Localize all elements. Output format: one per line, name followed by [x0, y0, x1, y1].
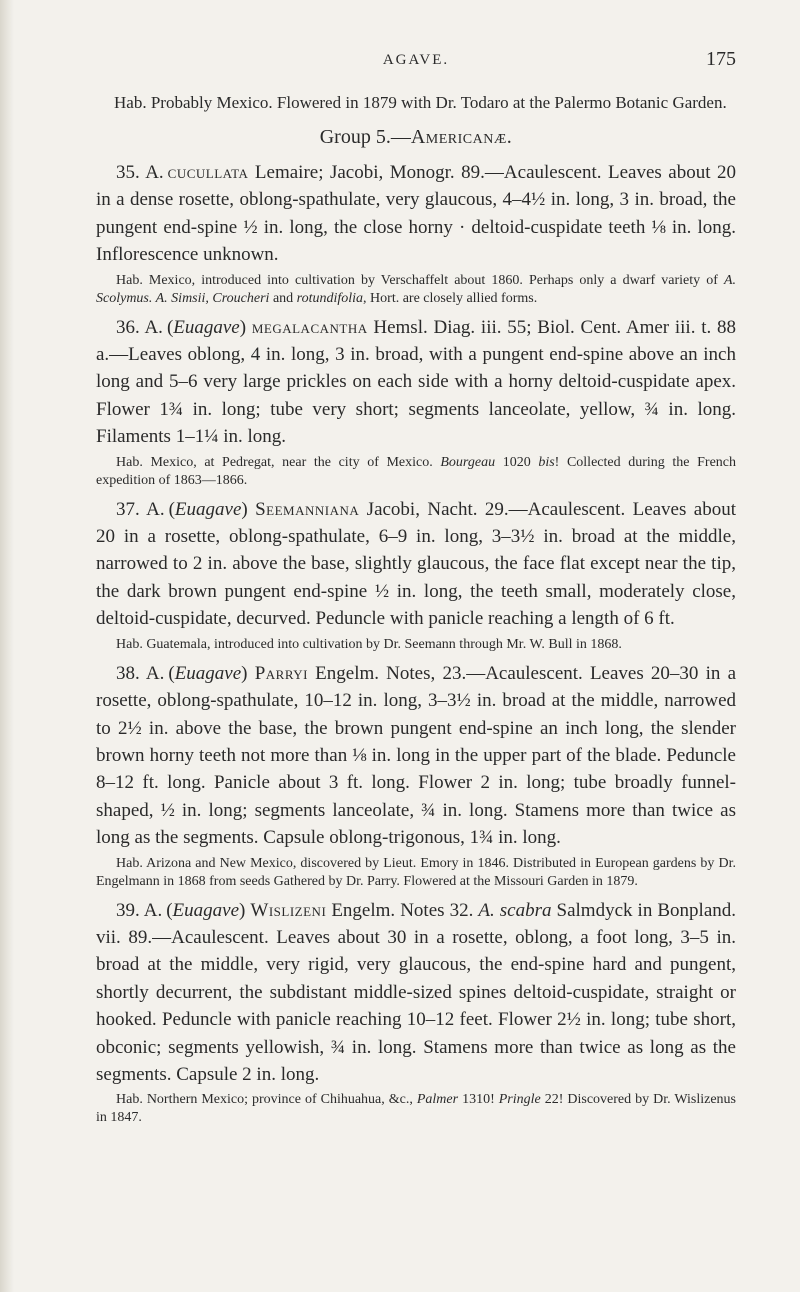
entry-38-description: 38. A. (Euagave) Parryi Engelm. Notes, 23.—Acaulescent. Leaves 20–30 in a rosette, oblong-spathulate, 10–12 in. long, 3–3½ in. broad at the middle, narrowed to 2½ in. above the base, the brown pungent end-spine an inch long, the slender brown horny teeth not more than ⅛ in. long in the upper part of the blade. Peduncle 8–12 ft. long. Panicle about 3 ft. long. Flower 2 in. long; tube broadly funnel-shaped, ½ in. long; segments lanceolate, ¾ in. long. Stamens more than twice as long as the segments. Capsule oblong-trigonous, 1¾ in. long.: [96, 662, 736, 849]
entry-38-subgenus: Euagave: [174, 662, 242, 684]
entry-39-habitat: [96, 1091, 736, 1127]
entry-36-hab-italic1: Bourgeau: [440, 454, 496, 470]
entry-39-text-italic: A. scabra: [478, 899, 552, 921]
group-heading: [96, 126, 736, 149]
entry-35-hab-end: , Hort. are closely allied forms.: [363, 290, 538, 306]
entry-36-species: megalacantha: [251, 316, 368, 338]
species-entry-37: [96, 496, 736, 654]
entry-38-habitat: Hab. Arizona and New Mexico, discovered by Lieut. Emory in 1846. Distributed in European gardens by Dr. Engelmann in 1868 from seeds Gathered by Dr. Parry. Flowered at the Missouri Garden in 1879.: [96, 855, 736, 889]
entry-36-description: 36. A. (Euagave) megalacantha Hemsl. Diag. iii. 55; Biol. Cent. Amer iii. t. 88 a.—Leaves oblong, 4 in. long, 3 in. broad, with a pungent end-spine above an inch long and 5–6 very large prickles on each side with a horny deltoid-cuspidate apex. Flower 1¾ in. long; tube very short; segments lanceolate, yellow, ¾ in. long. Filaments 1–1¼ in. long.: [96, 316, 736, 448]
entry-35-hab-italic2: rotundifolia: [296, 290, 364, 306]
entry-39-number: 39. A.: [116, 899, 163, 921]
entry-35-hab-italic1: A. Scolymus. A. Simsii, Croucheri: [96, 272, 737, 306]
entry-35-hab-mid: and: [269, 290, 297, 306]
entry-35-hab-rest: Perhaps only a dwarf variety of: [522, 272, 724, 288]
entry-36-subgenus: Euagave: [173, 316, 240, 338]
entry-37-species: Seemanniana: [255, 498, 360, 520]
page-spine-shadow: [0, 0, 14, 1292]
entry-35-description: [96, 159, 736, 269]
entry-37-number: 37. A.: [116, 498, 165, 520]
running-title: AGAVE.: [382, 52, 450, 68]
entry-36-hab-italic2: bis: [538, 454, 555, 470]
entry-39-hab-text: Hab. Northern Mexico; province of Chihuahua, &c.,: [116, 1092, 417, 1108]
entry-39-species: Wislizeni: [250, 899, 327, 921]
entry-39-subgenus: Euagave: [172, 899, 240, 921]
species-entry-38: [96, 660, 736, 891]
entry-36-text: Hemsl. Diag. iii. 55; Biol. Cent. Amer iii. t. 88 a.—Leaves oblong, 4 in. long, 3 in. broad, with a pungent end-spine above an inch long and 5–6 very large prickles on each side with a horny deltoid-cuspidate apex. Flower 1¾ in. long; tube very short; segments lanceolate, yellow, ¾ in. long. Filaments 1–1¼ in. long.: [96, 316, 736, 448]
page-header: [96, 0, 736, 92]
entry-39-text-a: Engelm. Notes 32.: [326, 899, 479, 921]
group-heading-prefix: Group 5.—: [319, 126, 411, 148]
entry-39-hab-end: 22! Discovered by Dr. Wislizenus in 1847.: [96, 1092, 736, 1126]
entry-36-number: 36. A.: [116, 316, 163, 338]
entry-35-habitat: [96, 272, 736, 308]
entry-36-hab-mid: 1020: [495, 454, 539, 470]
entry-37-text: Jacobi, Nacht. 29.—Acaulescent. Leaves about 20 in a rosette, oblong-spathulate, 6–9 in. long, 3–3½ in. broad at the middle, narrowed to 2 in. above the base, slightly glaucous, the face flat except near the tip, the dark brown pungent end-spine ½ in. long, the teeth small, moderately close, deltoid-cuspidate, decurved. Peduncle with panicle reaching a length of 6 ft.: [96, 498, 736, 630]
species-entry-36: [96, 314, 736, 490]
entry-38-species: Parryi: [254, 662, 308, 684]
entry-36-hab-text: Hab. Mexico, at Pedregat, near the city of Mexico.: [116, 454, 441, 470]
entry-37-subgenus: Euagave: [174, 498, 242, 520]
entry-39-hab-italic2: Pringle: [498, 1092, 541, 1108]
entry-35-number: 35. A.: [116, 162, 164, 183]
entry-37-description: 37. A. (Euagave) Seemanniana Jacobi, Nacht. 29.—Acaulescent. Leaves about 20 in a rosette, oblong-spathulate, 6–9 in. long, 3–3½ in. broad at the middle, narrowed to 2 in. above the base, slightly glaucous, the face flat except near the tip, the dark brown pungent end-spine ½ in. long, the teeth small, moderately close, deltoid-cuspidate, decurved. Peduncle with panicle reaching a length of 6 ft.: [96, 498, 736, 630]
entry-38-number: 38. A.: [116, 662, 165, 684]
entry-36-hab-end: ! Collected during the French expedition of 1863—1866.: [96, 454, 736, 488]
entry-39-description: 39. A. (Euagave) Wislizeni Engelm. Notes 32. A. scabra Salmdyck in Bonpland. vii. 89.—Acaulescent. Leaves about 30 in a rosette, oblong, a foot long, 3–5 in. broad at the middle, very rigid, very glaucous, the end-spine hard and pungent, shortly decurrent, the subdistant middle-sized spines deltoid-cuspidate, straight or hooked. Peduncle with panicle reaching 10–12 feet. Flower 2½ in. long; tube short, obconic; segments yellowish, ¾ in. long. Stamens more than twice as long as the segments. Capsule 2 in. long.: [96, 899, 737, 1085]
entry-39-text: Salmdyck in Bonpland. vii. 89.—Acaulescent. Leaves about 30 in a rosette, oblong, a foot long, 3–5 in. broad at the middle, very rigid, very glaucous, the end-spine hard and pungent, shortly decurrent, the subdistant middle-sized spines deltoid-cuspidate, straight or hooked. Peduncle with panicle reaching 10–12 feet. Flower 2½ in. long; tube short, obconic; segments yellowish, ¾ in. long. Stamens more than twice as long as the segments. Capsule 2 in. long.: [96, 899, 737, 1085]
group-heading-name: Americanæ.: [410, 126, 513, 148]
entry-37-habitat: Hab. Guatemala, introduced into cultivation by Dr. Seemann through Mr. W. Bull in 1868.: [116, 636, 622, 652]
entry-38-text: Engelm. Notes, 23.—Acaulescent. Leaves 20–30 in a rosette, oblong-spathulate, 10–12 in. long, 3–3½ in. broad at the middle, narrowed to 2½ in. above the base, the brown pungent end-spine an inch long, the slender brown horny teeth not more than ⅛ in. long in the upper part of the blade. Peduncle 8–12 ft. long. Panicle about 3 ft. long. Flower 2 in. long; tube broadly funnel-shaped, ½ in. long; segments lanceolate, ¾ in. long. Stamens more than twice as long as the segments. Capsule oblong-trigonous, 1¾ in. long.: [96, 662, 736, 849]
species-entry-39: [96, 897, 736, 1128]
page-number: 175: [706, 48, 736, 70]
intro-habitat: Hab. Probably Mexico. Flowered in 1879 with Dr. Todaro at the Palermo Botanic Garden.: [114, 93, 727, 112]
entry-35-hab-text: Hab. Mexico, introduced into cultivation by Verschaffelt about 1860.: [116, 272, 523, 288]
entry-39-hab-mid: 1310!: [458, 1092, 499, 1108]
entry-35-text: Lemaire; Jacobi, Monogr. 89.—Acaulescent. Leaves about 20 in a dense rosette, oblong-spathulate, very glaucous, 4–4½ in. long, 3 in. broad, the pungent end-spine ½ in. long, the close horny · deltoid-cuspidate teeth ⅛ in. long. Inflorescence unknown.: [96, 162, 736, 266]
species-entry-35: [96, 159, 736, 308]
entry-35-species: cucullata: [167, 162, 249, 183]
entry-39-hab-italic1: Palmer: [416, 1092, 459, 1108]
book-page: [96, 0, 736, 1133]
entry-36-habitat: [96, 454, 736, 490]
